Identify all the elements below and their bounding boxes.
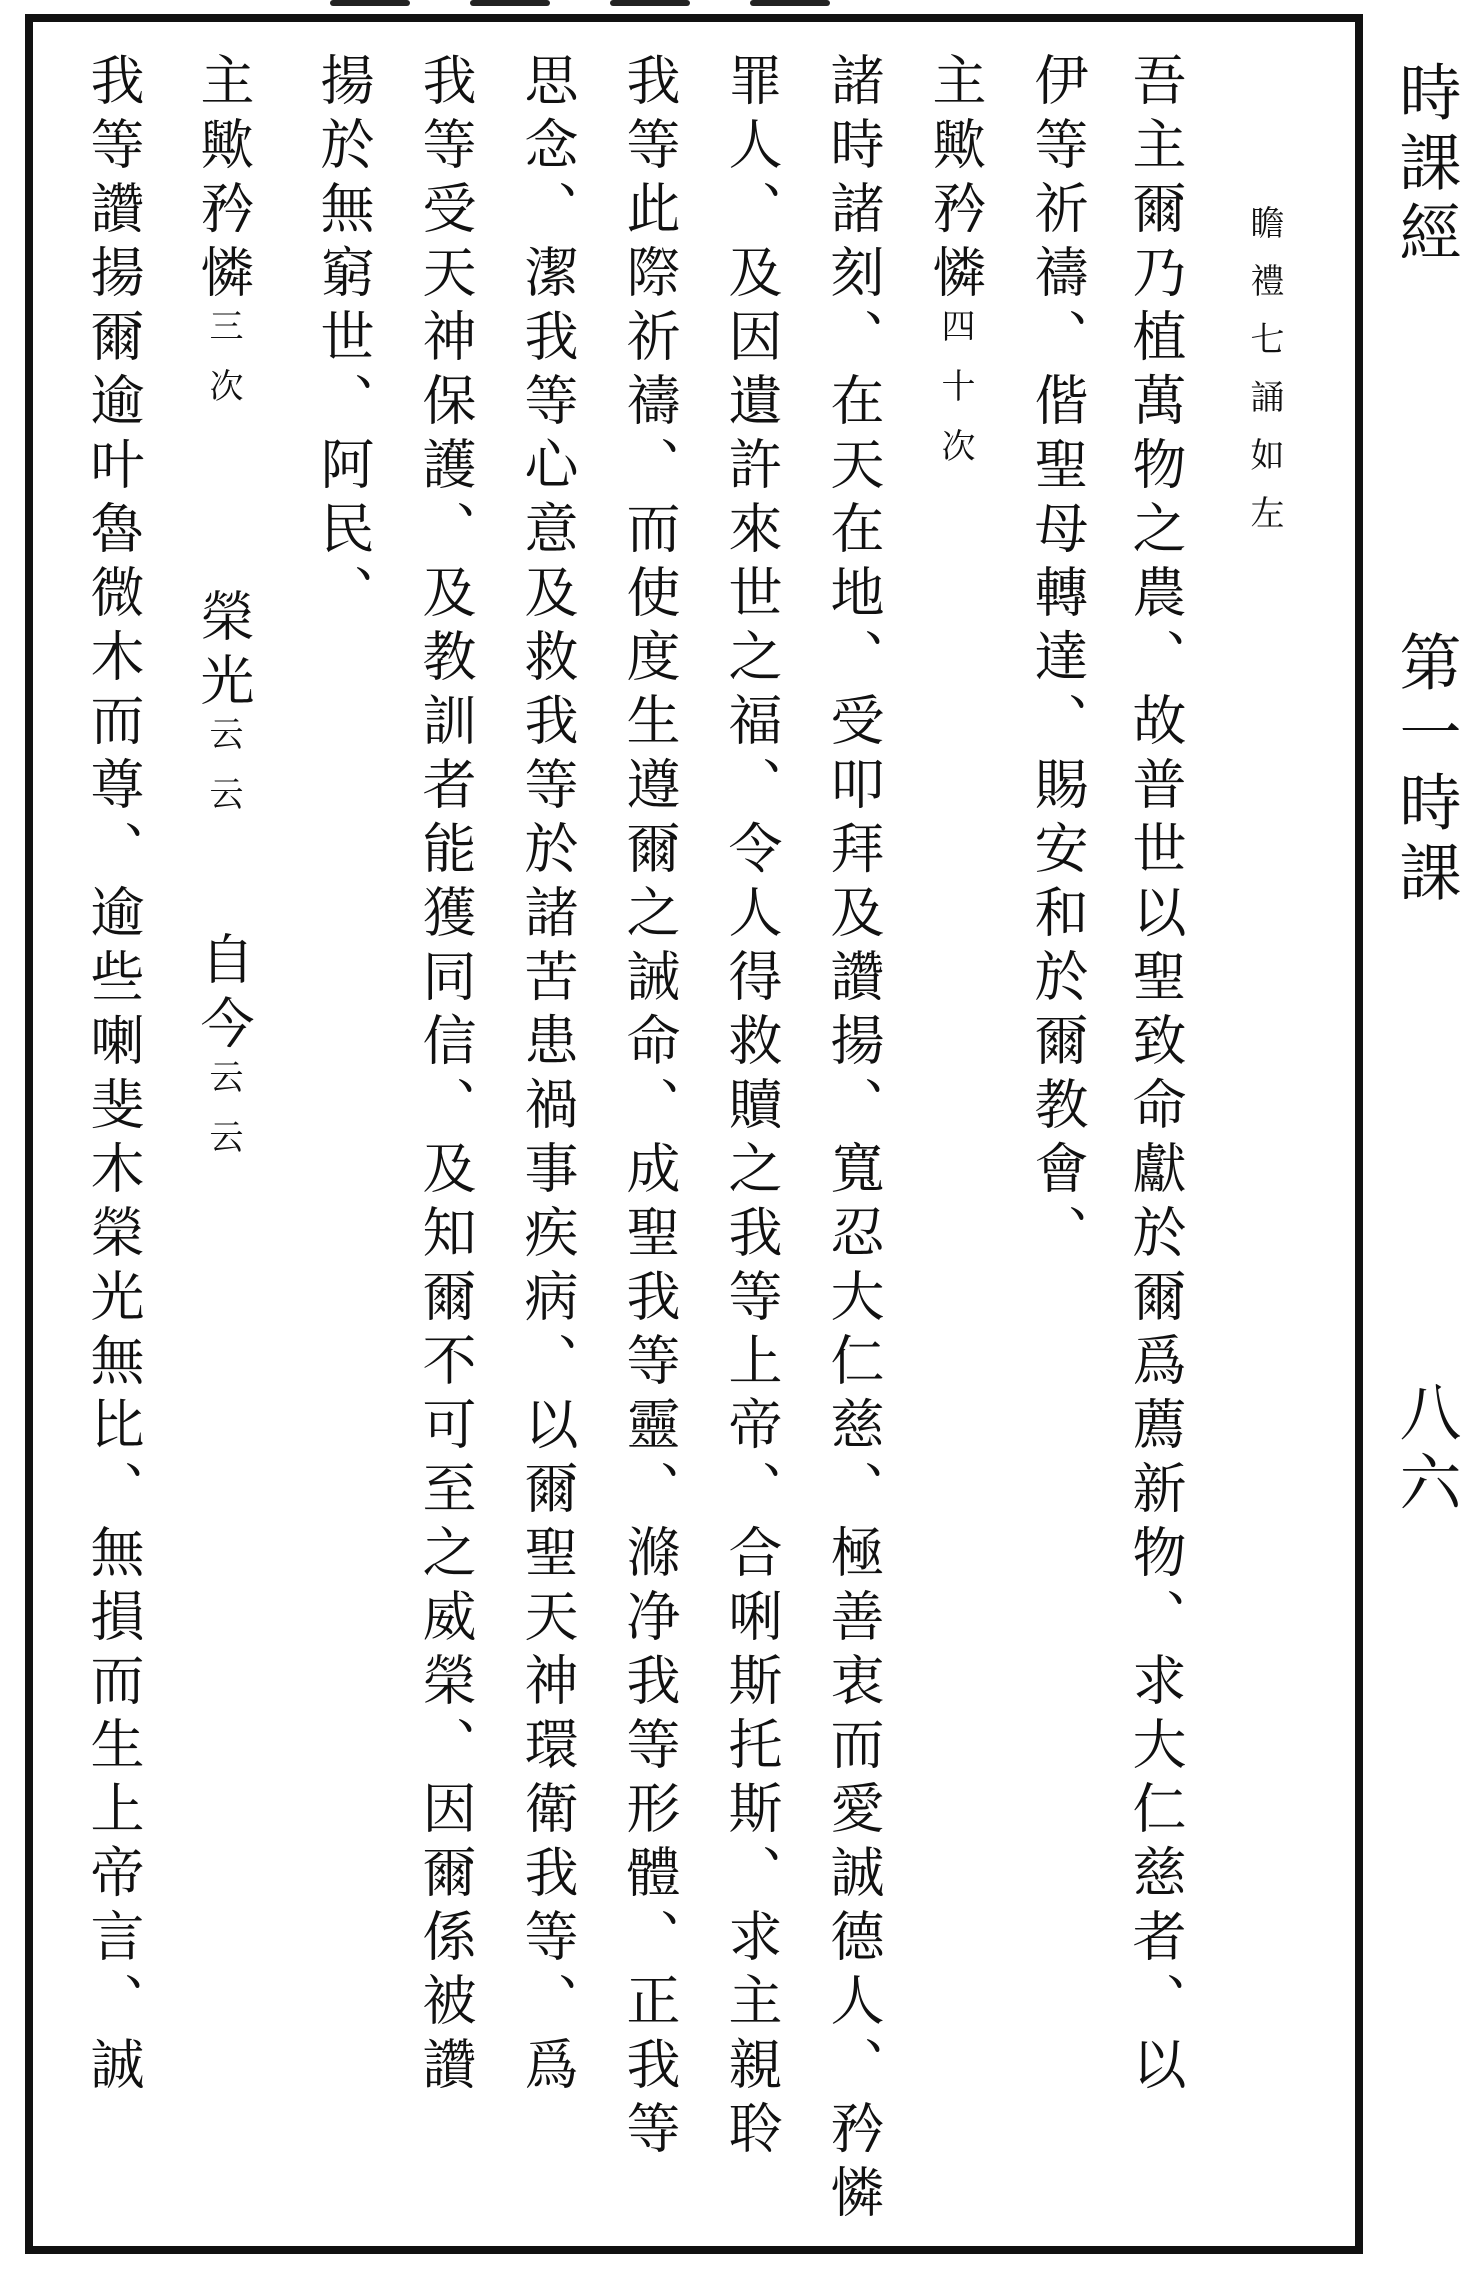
text-column-11 — [192, 52, 255, 2242]
text-column-3: 伊等祈禱、偕聖母轉達、賜安和於爾教會、 — [1026, 52, 1089, 1268]
column-4-note: 四十次 — [935, 308, 975, 488]
column-11-main-2: 榮光 — [192, 588, 255, 716]
text-column-9: 我等受天神保護、及教訓者能獲同信、及知爾不可至之威榮、因爾係被讚 — [414, 52, 477, 2100]
text-column-8: 思念、潔我等心意及救我等於諸苦患禍事疾病、以爾聖天神環衛我等、爲 — [516, 52, 579, 2100]
page-number: 八六 — [1389, 1380, 1462, 1520]
ink-residue-mark — [470, 0, 550, 6]
column-11-note-1: 三次 — [203, 308, 243, 428]
text-column-12: 我等讚揚爾逾叶魯微木而尊、逾些喇斐木榮光無比、無損而生上帝言、誠 — [82, 52, 145, 2100]
text-column-4 — [924, 52, 987, 2242]
column-11-note-2: 云云 — [203, 716, 243, 836]
section-title: 第一時課 — [1389, 630, 1462, 910]
column-11-main-1: 主歟矜憐 — [192, 52, 255, 308]
text-column-1: 吾主爾乃植萬物之農、故普世以聖致命獻於爾爲薦新物、求大仁慈者、以 — [1124, 52, 1187, 2100]
book-title: 時課經 — [1389, 60, 1462, 270]
ink-residue-mark — [610, 0, 690, 6]
text-column-7: 我等此際祈禱、而使度生遵爾之誡命、成聖我等靈、滌净我等形體、正我等 — [618, 52, 681, 2164]
column-11-note-3: 云云 — [203, 1059, 243, 1179]
column-11-main-3: 自今 — [192, 931, 255, 1059]
text-column-6: 罪人、及因遺許來世之福、令人得救贖之我等上帝、合唎斯托斯、求主親聆 — [720, 52, 783, 2164]
text-column-5: 諸時諸刻、在天在地、受叩拜及讚揚、寬忍大仁慈、極善衷而愛誠德人、矜憐 — [822, 52, 885, 2228]
column-4-main: 主歟矜憐 — [924, 52, 987, 308]
top-edge-residue — [330, 0, 1050, 14]
ink-residue-mark — [330, 0, 410, 6]
text-column-10: 揚於無窮世、阿民、 — [312, 52, 375, 628]
ink-residue-mark — [750, 0, 830, 6]
text-column-2-note: 瞻禮七誦如左 — [1244, 205, 1284, 553]
